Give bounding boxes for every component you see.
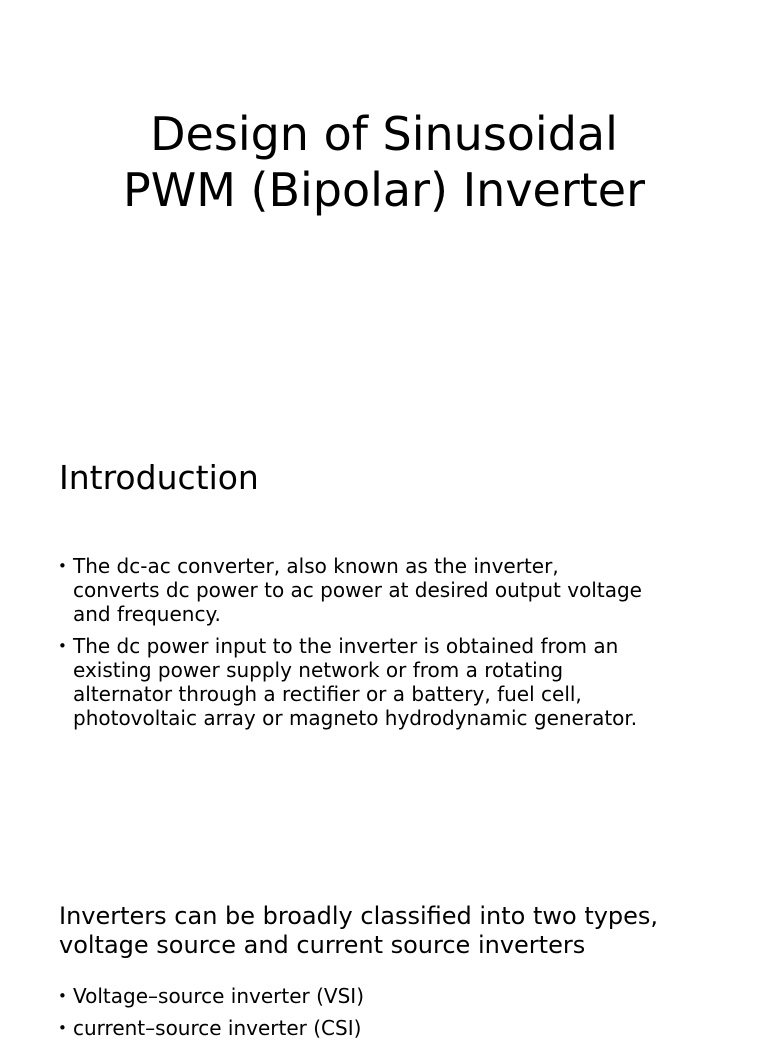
list-item-text: The dc power input to the inverter is obtained from an existing power supply network or from a rotating alternator through a rectifier or a battery, fuel cell, photovoltaic array or magneto hydrodynamic generator. <box>73 634 638 730</box>
list-item <box>58 1016 728 1040</box>
bullet-list <box>58 554 728 738</box>
slide-heading: Introduction <box>59 458 259 497</box>
list-item <box>58 554 728 626</box>
bullet-icon: • <box>58 1019 67 1037</box>
bullet-list <box>58 984 728 1048</box>
bullet-icon: • <box>58 637 67 655</box>
list-item-text: current–source inverter (CSI) <box>73 1016 362 1040</box>
page-title: Design of Sinusoidal PWM (Bipolar) Inverter <box>122 107 645 217</box>
slide-title <box>0 0 768 352</box>
bullet-icon: • <box>58 557 67 575</box>
slide-heading: Inverters can be broadly classified into two types, voltage source and current source inverters <box>59 902 659 959</box>
bullet-icon: • <box>58 987 67 1005</box>
list-item-text: Voltage–source inverter (VSI) <box>73 984 364 1008</box>
list-item <box>58 984 728 1008</box>
list-item-text: The dc-ac converter, also known as the inverter, converts dc power to ac power at desired output voltage and frequency. <box>73 554 642 626</box>
slide-inverter-types <box>0 870 768 1040</box>
list-item <box>58 634 728 730</box>
slide-introduction <box>0 416 768 848</box>
